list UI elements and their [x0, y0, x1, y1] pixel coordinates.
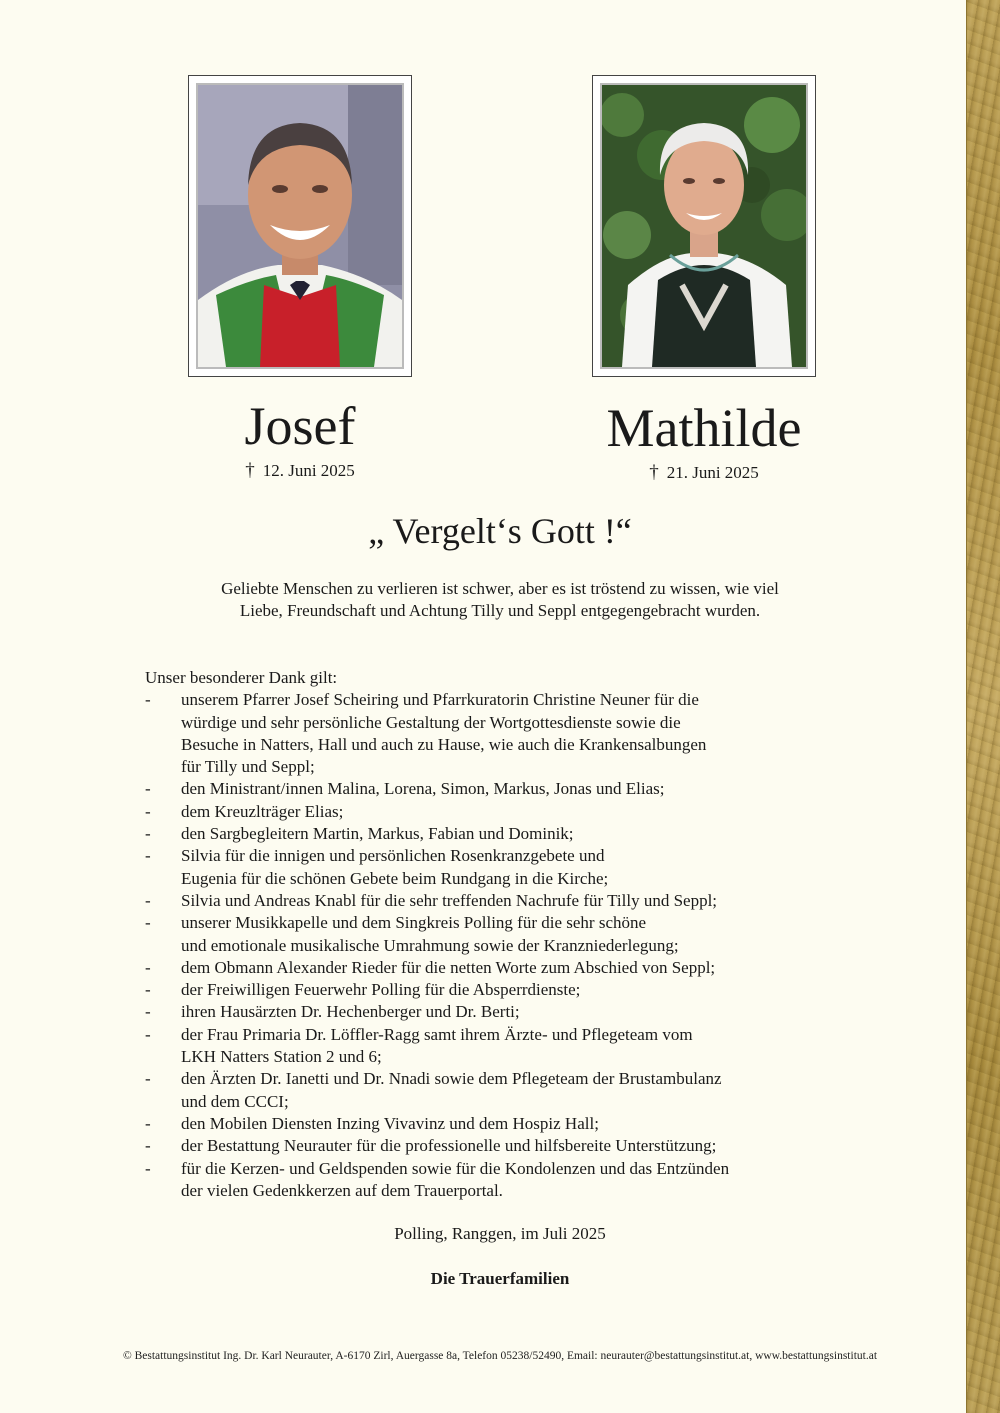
death-date-josef: [150, 460, 450, 482]
photo-mathilde: [592, 75, 816, 377]
death-date-text: 12. Juni 2025: [262, 461, 355, 480]
bullet-dash: [145, 712, 181, 734]
thanks-item-text: ihren Hausärzten Dr. Hechenberger und Dr. Berti;: [181, 1002, 520, 1022]
thanks-item-text: den Ministrant/innen Malina, Lorena, Simon, Markus, Jonas und Elias;: [181, 779, 665, 799]
thanks-item: [145, 801, 865, 823]
bullet-dash: -: [145, 1002, 151, 1022]
bullet-dash: [145, 868, 181, 890]
thanks-item-continuation: [145, 712, 865, 734]
thanks-item-text: den Ärzten Dr. Ianetti und Dr. Nnadi sowie dem Pflegeteam der Brustambulanz: [181, 1069, 722, 1089]
bullet-dash: -: [145, 846, 151, 866]
name-josef: Josef: [244, 396, 356, 456]
photo-josef: [188, 75, 412, 377]
thanks-item-text: für die Kerzen- und Geldspenden sowie für die Kondolenzen und das Entzünden: [181, 1158, 730, 1178]
thanks-item-text: LKH Natters Station 2 und 6;: [181, 1047, 382, 1067]
thanks-item-text: dem Kreuzlträger Elias;: [181, 801, 344, 821]
thanks-item-text: dem Obmann Alexander Rieder für die netten Worte zum Abschied von Seppl;: [181, 957, 716, 977]
bullet-dash: -: [145, 913, 151, 933]
bullet-dash: -: [145, 980, 151, 1000]
thanks-item-text: unserem Pfarrer Josef Scheiring und Pfarrkuratorin Christine Neuner für die: [181, 690, 699, 710]
thanks-item-text: Eugenia für die schönen Gebete beim Rundgang in die Kirche;: [181, 868, 609, 888]
thanks-item: [145, 845, 865, 867]
bullet-dash: -: [145, 1024, 151, 1044]
gold-border-strip: [966, 0, 1000, 1413]
bullet-dash: -: [145, 1113, 151, 1133]
thanks-item-text: Silvia und Andreas Knabl für die sehr treffenden Nachrufe für Tilly und Seppl;: [181, 890, 718, 910]
bullet-dash: -: [145, 1069, 151, 1089]
bullet-dash: [145, 734, 181, 756]
thanks-item-text: der Frau Primaria Dr. Löffler-Ragg samt ihrem Ärzte- und Pflegeteam vom: [181, 1024, 693, 1044]
thanks-item-continuation: [145, 935, 865, 957]
bullet-dash: [145, 935, 181, 957]
bullet-dash: -: [145, 1158, 151, 1178]
thanks-item: [145, 979, 865, 1001]
bullet-dash: [145, 756, 181, 778]
bullet-dash: -: [145, 801, 151, 821]
thanks-item-text: Besuche in Natters, Hall und auch zu Hause, wie auch die Krankensalbungen: [181, 734, 707, 754]
bullet-dash: [145, 1180, 181, 1202]
thanks-item-continuation: [145, 1180, 865, 1202]
thanks-item-continuation: [145, 868, 865, 890]
thanks-item: [145, 1158, 865, 1180]
thanks-item-text: der vielen Gedenkkerzen auf dem Trauerportal.: [181, 1180, 503, 1200]
thanks-item: [145, 823, 865, 845]
bullet-dash: -: [145, 890, 151, 910]
cross-icon: †: [649, 462, 659, 483]
bullet-dash: [145, 1046, 181, 1068]
death-date-mathilde: [554, 462, 854, 484]
death-date-text: 21. Juni 2025: [666, 463, 759, 482]
thanks-item: [145, 957, 865, 979]
thanks-item-text: den Mobilen Diensten Inzing Vivavinz und dem Hospiz Hall;: [181, 1113, 599, 1133]
thanks-item-text: den Sargbegleitern Martin, Markus, Fabian und Dominik;: [181, 824, 574, 844]
intro-line: Liebe, Freundschaft und Achtung Tilly und Seppl entgegengebracht wurden.: [239, 601, 761, 620]
thanks-item: [145, 912, 865, 934]
place-date: Polling, Ranggen, im Juli 2025: [394, 1224, 606, 1243]
bullet-dash: -: [145, 1136, 151, 1156]
bullet-dash: -: [145, 957, 151, 977]
thanks-title: Unser besonderer Dank gilt:: [145, 668, 338, 687]
thanks-item-text: und emotionale musikalische Umrahmung sowie der Kranzniederlegung;: [181, 935, 679, 955]
thanks-item: [145, 1113, 865, 1135]
thanks-item: [145, 1135, 865, 1157]
intro-line: Geliebte Menschen zu verlieren ist schwer, aber es ist tröstend zu wissen, wie viel: [221, 579, 779, 598]
bullet-dash: [145, 1091, 181, 1113]
cross-icon: †: [245, 460, 255, 481]
thanks-item: [145, 689, 865, 711]
thanks-item: [145, 778, 865, 800]
thanks-item-text: Silvia für die innigen und persönlichen Rosenkranzgebete und: [181, 846, 605, 866]
thanks-item-text: und dem CCCI;: [181, 1091, 289, 1111]
thanks-list: [145, 667, 865, 1202]
bullet-dash: -: [145, 824, 151, 844]
heading-vergelts-gott: „ Vergelt‘s Gott !“: [368, 511, 632, 551]
portrait-mathilde: [602, 85, 806, 367]
name-mathilde: Mathilde: [606, 398, 802, 458]
portrait-josef: [198, 85, 402, 367]
thanks-item-continuation: [145, 756, 865, 778]
bullet-dash: -: [145, 779, 151, 799]
thanks-item-text: für Tilly und Seppl;: [181, 757, 315, 777]
thanks-item-text: der Bestattung Neurauter für die professionelle und hilfsbereite Unterstützung;: [181, 1136, 717, 1156]
thanks-item-continuation: [145, 734, 865, 756]
thanks-item-continuation: [145, 1091, 865, 1113]
thanks-item-continuation: [145, 1046, 865, 1068]
intro-text: [100, 578, 900, 622]
thanks-item-text: der Freiwilligen Feuerwehr Polling für die Absperrdienste;: [181, 980, 581, 1000]
footer-imprint: © Bestattungsinstitut Ing. Dr. Karl Neurauter, A-6170 Zirl, Auergasse 8a, Telefon 05238/52490, Email: neurauter@bestattungsinstitut.at, www.bestattungsinstitut.at: [122, 1350, 878, 1362]
signature: Die Trauerfamilien: [430, 1269, 570, 1288]
bullet-dash: -: [145, 690, 151, 710]
thanks-item-text: würdige und sehr persönliche Gestaltung der Wortgottesdienste sowie die: [181, 712, 681, 732]
thanks-item: [145, 1068, 865, 1090]
thanks-item: [145, 1001, 865, 1023]
thanks-item: [145, 1024, 865, 1046]
thanks-item: [145, 890, 865, 912]
thanks-item-text: unserer Musikkapelle und dem Singkreis Polling für die sehr schöne: [181, 913, 647, 933]
